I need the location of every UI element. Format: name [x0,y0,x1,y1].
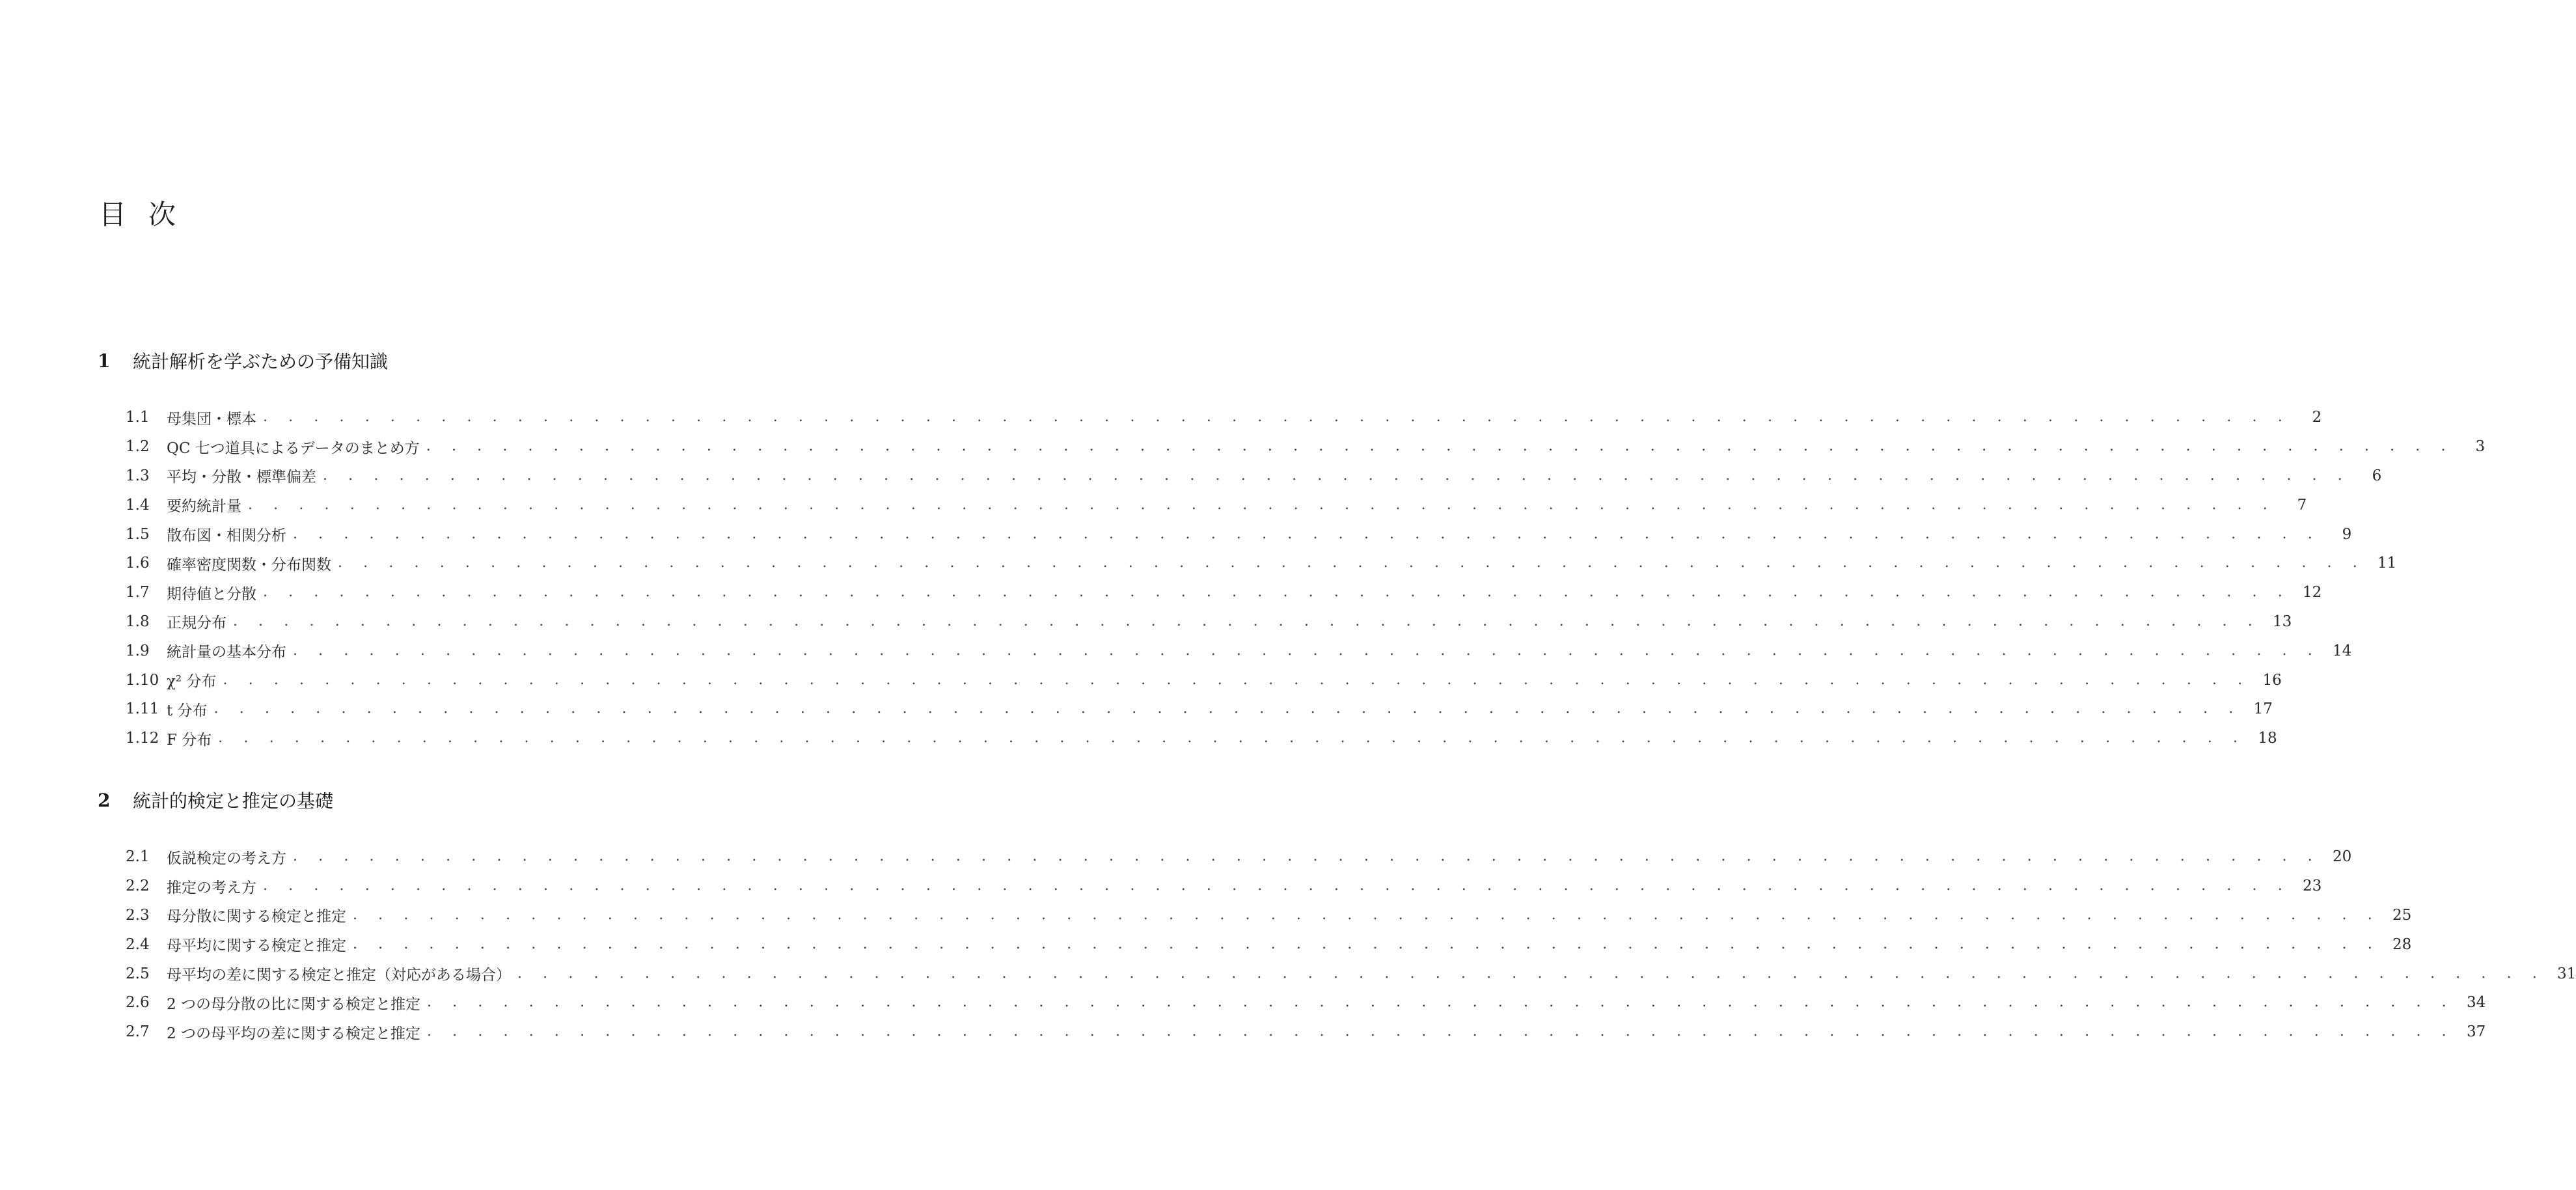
chapter-number: 1 [98,350,111,372]
page-number: 13 [2273,613,2292,630]
chapter-1 [98,344,2486,753]
toc-entry[interactable] [126,695,2273,724]
section-title: 正規分布 [167,615,226,632]
toc-entry[interactable] [126,636,2352,665]
section-number: 2.3 [126,906,150,924]
toc-entry[interactable] [126,403,2322,432]
toc-entry[interactable] [126,724,2277,753]
section-list [126,403,2486,753]
page-number: 16 [2262,671,2282,689]
section-number: 1.3 [126,467,150,484]
section-number: 1.11 [126,700,159,718]
toc-entry[interactable] [126,549,2397,578]
page-number: 11 [2377,555,2397,572]
chapter-2 [98,783,2576,1047]
dot-leader: . . . . . . . . . . . . . . . . . . . . . . . . . . . . . . . . . . . . . . . . . . . . . . . . . . . . . . . . . . . . . . . . . . . . . . . . . . . . . . . . [293,642,2321,659]
dot-leader: . . . . . . . . . . . . . . . . . . . . . . . . . . . . . . . . . . . . . . . . . . . . . . . . . . . . . . . . . . . . . . . . . . . . . . . . . . . . . . . . [293,525,2321,542]
section-title: t 分布 [167,702,208,719]
toc-entry[interactable] [126,901,2412,930]
dot-leader: . . . . . . . . . . . . . . . . . . . . . . . . . . . . . . . . . . . . . . . . . . . . . . . . . . . . . . . . . . . . . . . . . . . . . . . . . . . . . . . . [353,935,2381,952]
page-number: 23 [2303,878,2322,895]
page-number: 12 [2303,584,2322,602]
section-number: 1.9 [126,642,150,659]
section-number: 2.5 [126,965,150,982]
page-number: 14 [2333,642,2352,659]
page-number: 6 [2372,467,2382,484]
toc-entry[interactable] [126,842,2352,872]
section-title: 散布図・相関分析 [167,527,286,545]
section-title: 期待値と分散 [167,585,256,603]
page-number: 28 [2392,935,2412,953]
dot-leader: . . . . . . . . . . . . . . . . . . . . . . . . . . . . . . . . . . . . . . . . . . . . . . . . . . . . . . . . . . . . . . . . . . . . . . . . . . . . . . . . [517,965,2545,982]
section-number: 1.4 [126,496,150,514]
section-number: 1.2 [126,438,150,456]
dot-leader: . . . . . . . . . . . . . . . . . . . . . . . . . . . . . . . . . . . . . . . . . . . . . . . . . . . . . . . . . . . . . . . . . . . . . . . . . . . . . . . . [353,906,2381,923]
toc-entry[interactable] [126,959,2576,988]
title-char-2: 次 [148,199,199,230]
section-title: 母平均の差に関する検定と推定（対応がある場合） [167,967,511,984]
dot-leader: . . . . . . . . . . . . . . . . . . . . . . . . . . . . . . . . . . . . . . . . . . . . . . . . . . . . . . . . . . . . . . . . . . . . . . . . . . . . . . . . [338,555,2366,572]
toc-entry[interactable] [126,872,2322,901]
page-number: 18 [2258,730,2277,747]
page-number: 9 [2342,525,2352,543]
page-number: 34 [2466,994,2486,1012]
section-title: 確率密度関数・分布関数 [167,556,331,574]
toc-entry[interactable] [126,462,2382,491]
section-list [126,842,2576,1047]
section-number: 2.1 [126,848,150,866]
page-number: 37 [2466,1023,2486,1041]
section-title: 母集団・標本 [167,410,256,428]
dot-leader: . . . . . . . . . . . . . . . . . . . . . . . . . . . . . . . . . . . . . . . . . . . . . . . . . . . . . . . . . . . . . . . . . . . . . . . . . . . . . . . . [233,613,2261,630]
chapter-heading[interactable] [98,344,696,378]
dot-leader: . . . . . . . . . . . . . . . . . . . . . . . . . . . . . . . . . . . . . . . . . . . . . . . . . . . . . . . . . . . . . . . . . . . . . . . . . . . . . . . . [248,496,2276,513]
page-number: 25 [2392,906,2412,924]
section-title: χ² 分布 [167,673,217,691]
section-title: 平均・分散・標準偏差 [167,469,316,486]
dot-leader: . . . . . . . . . . . . . . . . . . . . . . . . . . . . . . . . . . . . . . . . . . . . . . . . . . . . . . . . . . . . . . . . . . . . . . . . . . . . . . . . [223,671,2251,688]
page-number: 7 [2297,496,2307,514]
section-number: 2.4 [126,935,150,953]
dot-leader: . . . . . . . . . . . . . . . . . . . . . . . . . . . . . . . . . . . . . . . . . . . . . . . . . . . . . . . . . . . . . . . . . . . . . . . . . . . . . . . . [263,409,2291,426]
section-number: 2.6 [126,994,150,1012]
toc-entry[interactable] [126,432,2486,462]
section-title: 仮説検定の考え方 [167,850,286,867]
section-title: 要約統計量 [167,498,241,516]
title-char-1: 目 [99,199,149,230]
page-number: 2 [2312,409,2322,426]
chapter-heading[interactable] [98,783,696,817]
toc-entry[interactable] [126,988,2486,1017]
dot-leader: . . . . . . . . . . . . . . . . . . . . . . . . . . . . . . . . . . . . . . . . . . . . . . . . . . . . . . . . . . . . . . . . . . . . . . . . . . . . . . . . [293,848,2321,865]
chapter-title: 統計的検定と推定の基礎 [133,790,334,812]
toc-entry[interactable] [126,930,2412,959]
chapter-title: 統計解析を学ぶための予備知識 [133,351,389,372]
section-title: QC 七つ道具によるデータのまとめ方 [167,439,420,457]
page-title [99,195,198,234]
page-number: 3 [2475,438,2486,456]
dot-leader: . . . . . . . . . . . . . . . . . . . . . . . . . . . . . . . . . . . . . . . . . . . . . . . . . . . . . . . . . . . . . . . . . . . . . . . . . . . . . . . . [323,467,2351,484]
section-number: 1.12 [126,730,159,747]
section-title: 母平均に関する検定と推定 [167,937,346,955]
page-number: 17 [2253,700,2273,718]
section-number: 1.1 [126,409,150,426]
section-title: 推定の考え方 [167,879,256,896]
dot-leader: . . . . . . . . . . . . . . . . . . . . . . . . . . . . . . . . . . . . . . . . . . . . . . . . . . . . . . . . . . . . . . . . . . . . . . . . . . . . . . . . [426,994,2455,1011]
toc-entry[interactable] [126,1017,2486,1047]
dot-leader: . . . . . . . . . . . . . . . . . . . . . . . . . . . . . . . . . . . . . . . . . . . . . . . . . . . . . . . . . . . . . . . . . . . . . . . . . . . . . . . . [426,438,2454,455]
dot-leader: . . . . . . . . . . . . . . . . . . . . . . . . . . . . . . . . . . . . . . . . . . . . . . . . . . . . . . . . . . . . . . . . . . . . . . . . . . . . . . . . [218,730,2246,747]
dot-leader: . . . . . . . . . . . . . . . . . . . . . . . . . . . . . . . . . . . . . . . . . . . . . . . . . . . . . . . . . . . . . . . . . . . . . . . . . . . . . . . . [263,878,2291,894]
section-title: 母分散に関する検定と推定 [167,908,346,926]
toc-entry[interactable] [126,519,2352,549]
dot-leader: . . . . . . . . . . . . . . . . . . . . . . . . . . . . . . . . . . . . . . . . . . . . . . . . . . . . . . . . . . . . . . . . . . . . . . . . . . . . . . . . [263,584,2291,601]
chapter-number: 2 [98,789,111,811]
section-title: 2 つの母分散の比に関する検定と推定 [167,995,420,1013]
toc-entry[interactable] [126,490,2307,519]
section-number: 2.7 [126,1023,150,1041]
dot-leader: . . . . . . . . . . . . . . . . . . . . . . . . . . . . . . . . . . . . . . . . . . . . . . . . . . . . . . . . . . . . . . . . . . . . . . . . . . . . . . . . [426,1023,2455,1040]
section-number: 1.10 [126,671,159,689]
page-number: 20 [2333,848,2352,866]
section-title: 2 つの母平均の差に関する検定と推定 [167,1025,420,1042]
page-number: 31 [2557,965,2576,982]
section-number: 1.7 [126,584,150,602]
toc-entry[interactable] [126,607,2292,637]
section-number: 1.6 [126,555,150,572]
section-number: 1.5 [126,525,150,543]
section-title: 統計量の基本分布 [167,644,286,661]
toc-entry[interactable] [126,665,2282,695]
section-title: F 分布 [167,731,212,749]
toc-entry[interactable] [126,578,2322,607]
section-number: 2.2 [126,878,150,895]
section-number: 1.8 [126,613,150,630]
dot-leader: . . . . . . . . . . . . . . . . . . . . . . . . . . . . . . . . . . . . . . . . . . . . . . . . . . . . . . . . . . . . . . . . . . . . . . . . . . . . . . . . [213,700,2241,717]
